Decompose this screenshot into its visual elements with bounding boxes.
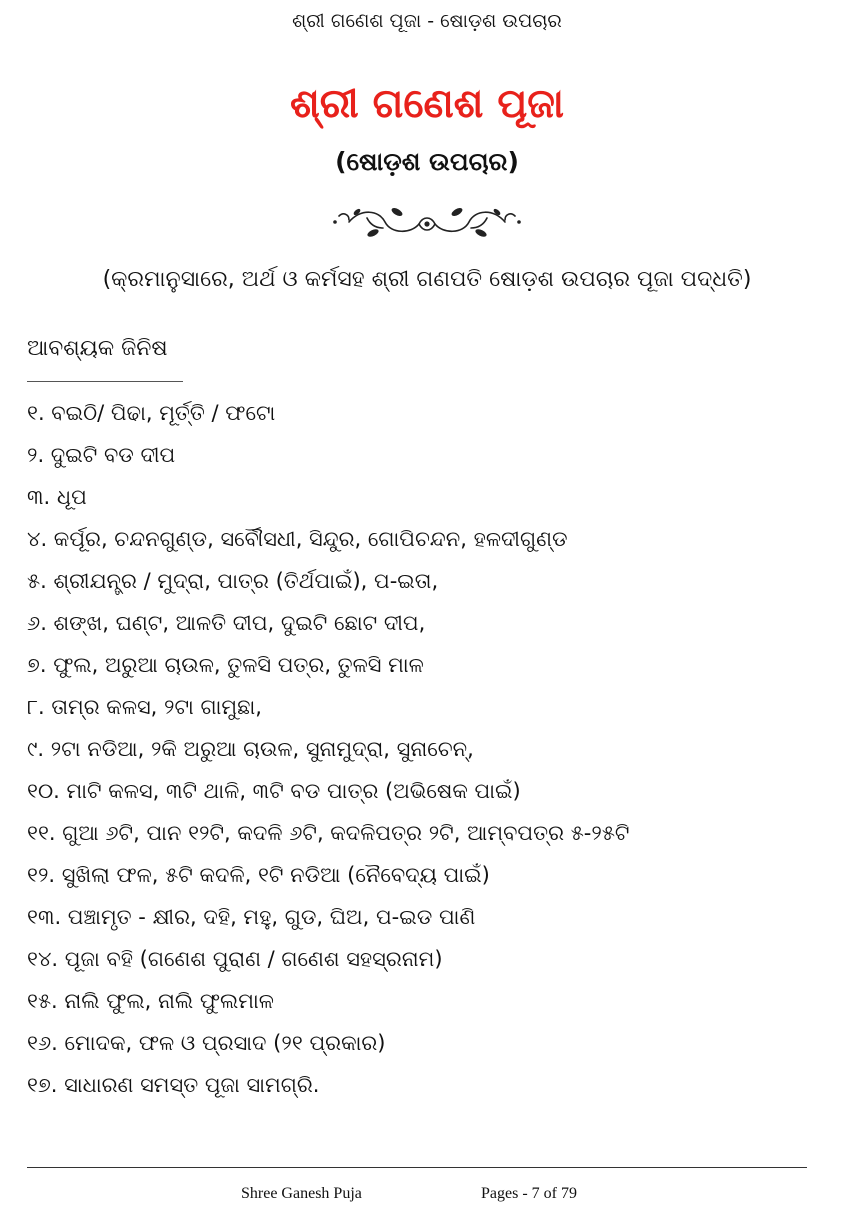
list-item: ୮. ତାମ୍ର କଳସ, ୨ଟା ଗାମୁଛା, bbox=[27, 695, 262, 719]
puja-method-note: (କ୍ରମାନୁସାରେ, ଅର୍ଥ ଓ କର୍ମସହ ଶ୍ରୀ ଗଣପତି ଷୋଡ଼ଶ ଉପଚାର ପୂଜା ପଦ୍ଧତି) bbox=[102, 267, 752, 292]
running-header: ଶ୍ରୀ ଗଣେଶ ପୂଜା - ଷୋଡ଼ଶ ଉପଚାର bbox=[292, 10, 562, 32]
list-item: ୫. ଶ୍ରୀଯନ୍ତ୍ର / ମୁଦ୍ରା, ପାତ୍ର (ତିର୍ଥପାଇଁ), ପ-ଇତା, bbox=[27, 569, 439, 593]
list-item: ୪. କର୍ପୂର, ଚନ୍ଦନଗୁଣ୍ଡ, ସର୍ବୌସଧୀ, ସିନ୍ଦୁର, ଗୋପିଚନ୍ଦନ, ହଳଦୀଗୁଣ୍ଡ bbox=[27, 527, 568, 551]
list-item: ୧୨. ସୁଖିଲା ଫଳ, ୫ଟି କଦଳି, ୧ଟି ନଡିଆ (ନୈବେଦ୍ୟ ପାଇଁ) bbox=[27, 863, 490, 887]
list-item: ୧୫. ନାଲି ଫୁଲ, ନାଲି ଫୁଲମାଳ bbox=[27, 989, 274, 1013]
list-item: ୬. ଶଙ୍ଖ, ଘଣ୍ଟ, ଆଳତି ଦୀପ, ଦୁଇଟି ଛୋଟ ଦୀପ, bbox=[27, 611, 426, 635]
footer-divider bbox=[27, 1167, 807, 1168]
floral-divider-icon bbox=[327, 200, 527, 242]
requirements-heading: ଆବଶ୍ୟକ ଜିନିଷ bbox=[27, 336, 168, 361]
list-item: ୩. ଧୂପ bbox=[27, 485, 87, 509]
footer-book-title: Shree Ganesh Puja bbox=[241, 1185, 362, 1202]
list-item: ୨. ଦୁଇଟି ବଡ ଦୀପ bbox=[27, 443, 176, 467]
list-item: ୯. ୨ଟା ନଡିଆ, ୨କି ଅରୁଆ ଚାଉଳ, ସୁନାମୁଦ୍ରା, ସୁନାଚେନ୍, bbox=[27, 737, 474, 761]
list-item: ୧୧. ଗୁଆ ୬ଟି, ପାନ ୧୨ଟି, କଦଳି ୬ଟି, କଦଳିପତ୍ର ୨ଟି, ଆମ୍ବପତ୍ର ୫-୨୫ଟି bbox=[27, 821, 630, 845]
list-item: ୧୪. ପୂଜା ବହି (ଗଣେଶ ପୁରାଣ / ଗଣେଶ ସହସ୍ରନାମ) bbox=[27, 947, 443, 971]
list-item: ୭. ଫୁଲ, ଅରୁଆ ଚାଉଳ, ତୁଳସି ପତ୍ର, ତୁଳସି ମାଳ bbox=[27, 653, 424, 677]
list-item: ୧୦. ମାଟି କଳସ, ୩ଟି ଥାଳି, ୩ଟି ବଡ ପାତ୍ର (ଅଭିଷେକ ପାଇଁ) bbox=[27, 779, 521, 803]
heading-underline bbox=[27, 381, 183, 382]
requirements-list bbox=[27, 392, 827, 1106]
footer-page-number: Pages - 7 of 79 bbox=[481, 1185, 577, 1202]
list-item: ୧. ବଇଠି/ ପିଢା, ମୂର୍ତ୍ତି / ଫଟୋ bbox=[27, 401, 276, 425]
page-title: ଶ୍ରୀ ଗଣେଶ ପୂଜା bbox=[289, 81, 565, 127]
list-item: ୧୩. ପଞ୍ଚାମୃତ - କ୍ଷୀର, ଦହି, ମହୁ, ଗୁଡ, ଘିଅ, ପ-ଇଡ ପାଣି bbox=[27, 905, 476, 929]
page-subtitle: (ଷୋଡ଼ଶ ଉପଚାର) bbox=[335, 147, 519, 176]
list-item: ୧୬. ମୋଦକ, ଫଳ ଓ ପ୍ରସାଦ (୨୧ ପ୍ରକାର) bbox=[27, 1031, 386, 1055]
list-item: ୧୭. ସାଧାରଣ ସମସ୍ତ ପୂଜା ସାମଗ୍ରି. bbox=[27, 1073, 320, 1097]
